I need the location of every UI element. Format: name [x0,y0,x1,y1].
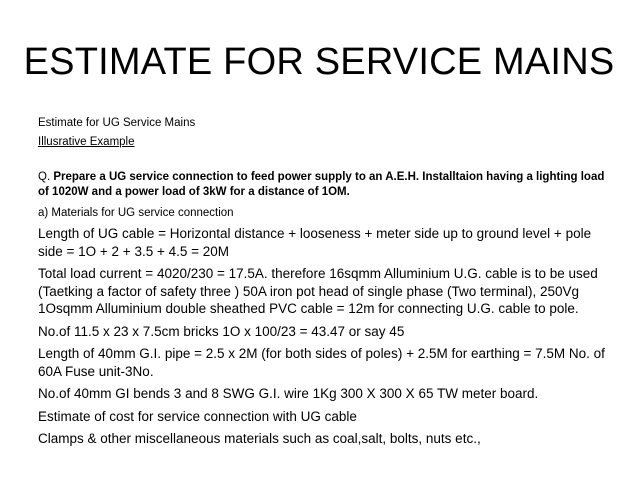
question-prefix: Q. [38,171,51,183]
question-text: Prepare a UG service connection to feed power supply to an A.E.H. Installtaion having a lighting load of 1020W and a power load of 3kW for a distance of 1OM. [38,171,605,198]
line-cable-length: Length of UG cable = Horizontal distance + looseness + meter side up to ground level + pole side = 1O + 2 + 3.5 + 4.5 = 20M [38,226,592,259]
question [38,170,610,200]
subtitle: Estimate for UG Service Mains [38,117,196,129]
example-label: Illusrative Example [38,136,135,148]
line-load-current: Total load current = 4020/230 = 17.5A. therefore 16sqmm Alluminium U.G. cable is to be used (Taetking a factor of safety three ) 50A iron pot head of single phase (Two terminal), 250Vg 1Osqmm Alluminium double sheathed PVC cable = 12m for connecting U.G. cable to pole. [38,266,598,316]
line-gi-pipe: Length of 40mm G.I. pipe = 2.5 x 2M (for both sides of poles) + 2.5M for earthing = 7.5M No. of 60A Fuse unit-3No. [38,346,605,379]
line-gi-bends: No.of 40mm GI bends 3 and 8 SWG G.I. wire 1Kg 300 X 300 X 65 TW meter board. [38,386,539,401]
slide-body [38,116,610,448]
slide-title: ESTIMATE FOR SERVICE MAINS [23,41,615,83]
line-bricks: No.of 11.5 x 23 x 7.5cm bricks 1O x 100/23 = 43.47 or say 45 [38,323,405,339]
section-a-heading: a) Materials for UG service connection [38,207,234,219]
line-estimate-cost: Estimate of cost for service connection with UG cable [38,408,357,424]
line-clamps: Clamps & other miscellaneous materials such as coal,salt, bolts, nuts etc., [38,431,481,446]
